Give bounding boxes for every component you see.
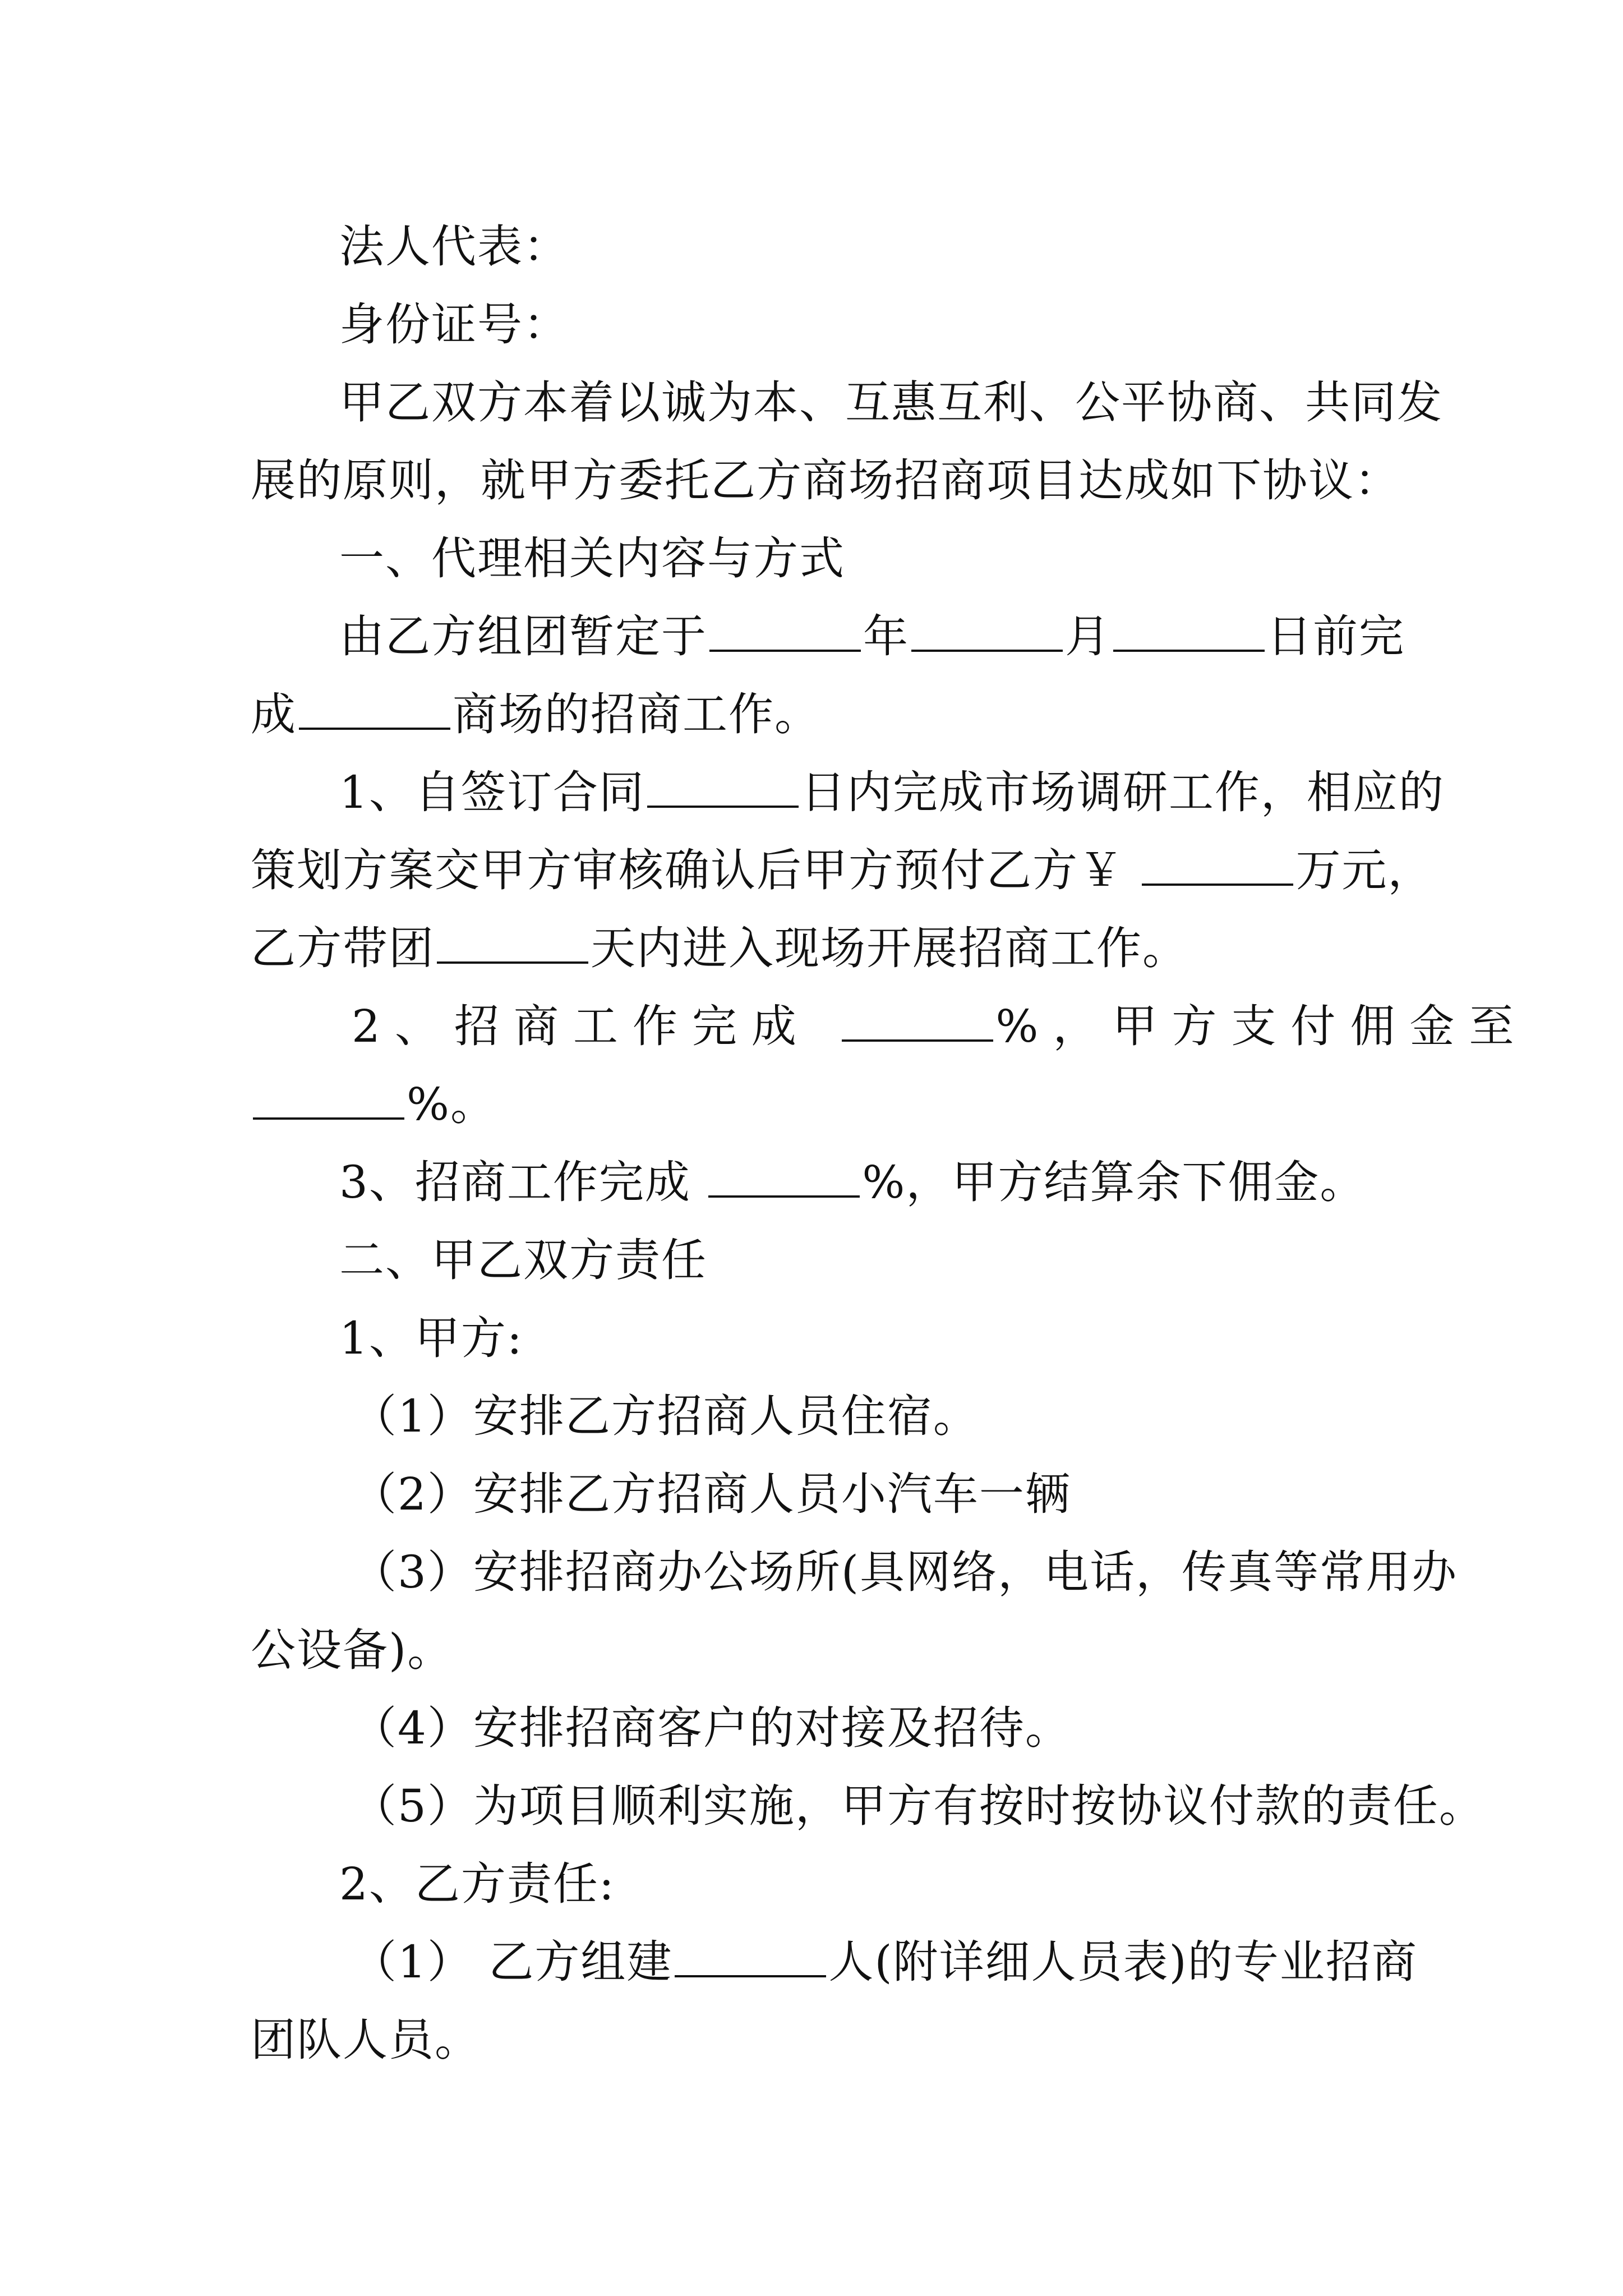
party-a-item-2-text: （2）安排乙方招商人员小汽车一辆 xyxy=(352,1468,1071,1520)
intro-paragraph-line-2 xyxy=(251,441,1400,520)
year-label: 年 xyxy=(863,610,909,662)
party-a-item-5-text: （5）为项目顺利实施，甲方有按时按协议付款的责任。 xyxy=(352,1780,1485,1832)
sec1-text-a: 由乙方组团暂定于 xyxy=(339,610,707,662)
party-a-item-3-line-2 xyxy=(251,1611,1375,1690)
party-a-item-5 xyxy=(251,1767,1485,1846)
party-b-item-1-text-a: （1） 乙方组建 xyxy=(352,1936,673,1988)
legal-representative-line xyxy=(251,208,1375,286)
prepayment-blank xyxy=(1142,843,1293,886)
section-2-heading: 二、甲乙双方责任 xyxy=(339,1234,707,1286)
party-b-item-1-text-b: 人(附详细人员表)的专业招商 xyxy=(828,1936,1418,1988)
month-blank xyxy=(911,609,1063,652)
party-b-item-1-line-1 xyxy=(251,1923,1418,2001)
item1-text-c: 策划方案交甲方审核确认后甲方预付乙方￥ xyxy=(251,844,1124,896)
party-a-title xyxy=(251,1299,1375,1378)
item3-text-b: %，甲方结算余下佣金。 xyxy=(862,1156,1366,1208)
section-1-title xyxy=(251,519,1375,598)
item2-text-c: %。 xyxy=(407,1078,497,1130)
item-2-line-2 xyxy=(251,1065,1375,1144)
item-1-line-3 xyxy=(251,909,1375,988)
party-b-item-1-text-c: 团队人员。 xyxy=(251,2014,481,2066)
sec1-text-e: 商场的招商工作。 xyxy=(453,688,820,740)
item-1-line-1 xyxy=(251,753,1445,832)
team-size-blank xyxy=(675,1935,826,1977)
item2-text-b: %，甲方支付佣金至 xyxy=(995,1000,1529,1052)
intro-text-2: 展的原则，就甲方委托乙方商场招商项目达成如下协议： xyxy=(251,454,1400,507)
party-a-item-4-text: （4）安排招商客户的对接及招待。 xyxy=(352,1702,1071,1754)
party-a-item-3-line-1 xyxy=(251,1533,1458,1612)
item2-percent-blank-1 xyxy=(842,999,993,1042)
party-a-item-2 xyxy=(251,1455,1375,1534)
item-1-line-2 xyxy=(251,831,1434,910)
party-a-item-3-text-1: （3）安排招商办公场所(具网络，电话，传真等常用办 xyxy=(352,1546,1458,1598)
party-a-heading: 1、甲方: xyxy=(339,1312,523,1364)
party-a-item-1 xyxy=(251,1377,1375,1456)
research-days-blank xyxy=(647,765,799,808)
item3-text-a: 3、招商工作完成 xyxy=(339,1156,691,1208)
item1-text-d: 万元， xyxy=(1295,844,1434,896)
day-blank xyxy=(1113,609,1265,652)
month-label: 月 xyxy=(1065,610,1111,662)
item-2-line-1 xyxy=(251,987,1529,1066)
party-b-title xyxy=(251,1845,1375,1924)
section-1-paragraph-line-2 xyxy=(251,675,1375,754)
section-1-heading: 一、代理相关内容与方式 xyxy=(339,532,845,585)
party-a-item-1-text: （1）安排乙方招商人员住宿。 xyxy=(352,1390,979,1442)
party-a-item-4 xyxy=(251,1689,1375,1768)
year-blank xyxy=(709,609,861,652)
sec1-text-c: 日前完 xyxy=(1267,610,1405,662)
item3-percent-blank xyxy=(708,1155,860,1198)
mall-name-blank xyxy=(299,687,450,730)
item-3-line xyxy=(251,1143,1375,1222)
entry-days-blank xyxy=(437,921,588,964)
item1-text-b: 日内完成市场调研工作，相应的 xyxy=(800,766,1445,818)
party-b-heading: 2、乙方责任: xyxy=(339,1858,615,1910)
intro-paragraph-line-1 xyxy=(251,364,1443,442)
item1-text-a: 1、自签订合同 xyxy=(339,766,645,818)
id-number-line xyxy=(251,286,1375,364)
party-b-item-1-line-2 xyxy=(251,2001,1375,2079)
item2-percent-blank-2 xyxy=(253,1077,404,1120)
item2-text-a: 2、招商工作完成 xyxy=(352,1000,811,1052)
party-a-item-3-text-2: 公设备)。 xyxy=(251,1624,454,1676)
section-1-paragraph-line-1 xyxy=(251,597,1405,676)
intro-text-1: 甲乙双方本着以诚为本、互惠互利、公平协商、共同发 xyxy=(339,376,1443,429)
section-2-title xyxy=(251,1221,1375,1300)
item1-text-e: 乙方带团 xyxy=(251,922,435,974)
id-number-label: 身份证号： xyxy=(339,298,569,351)
sec1-text-d: 成 xyxy=(251,688,297,740)
item1-text-f: 天内进入现场开展招商工作。 xyxy=(591,922,1188,974)
legal-representative-label: 法人代表： xyxy=(339,220,569,273)
